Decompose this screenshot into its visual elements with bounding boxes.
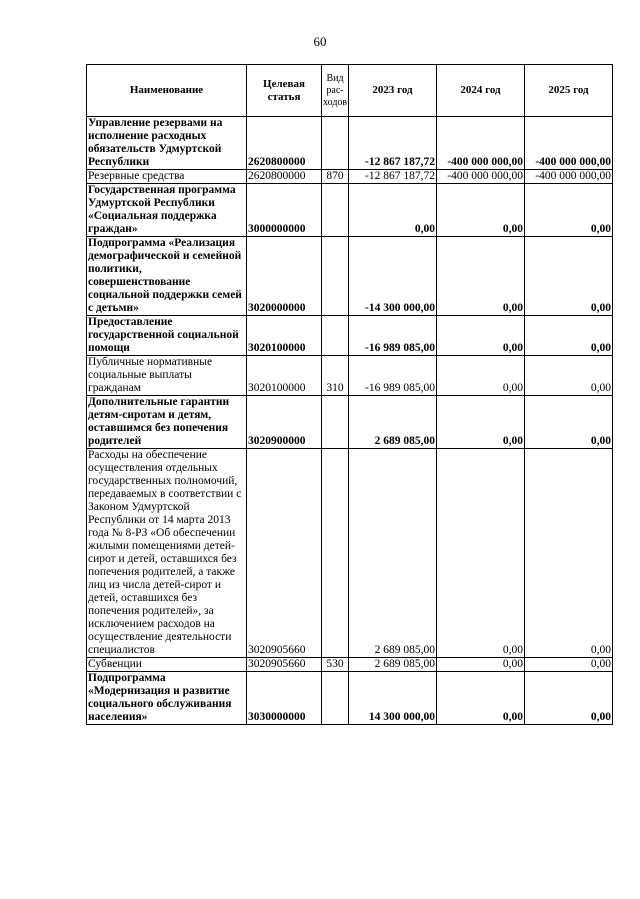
row-value-2025: 0,00 xyxy=(525,356,613,396)
row-name: Государственная программа Удмуртской Республики «Социальная поддержка граждан» xyxy=(87,184,247,237)
row-expense-type xyxy=(322,117,349,170)
table-row xyxy=(87,658,613,672)
row-expense-type xyxy=(322,672,349,725)
row-value-2025: -400 000 000,00 xyxy=(525,117,613,170)
row-value-2023: -12 867 187,72 xyxy=(349,170,437,184)
row-expense-type: 870 xyxy=(322,170,349,184)
row-name: Резервные средства xyxy=(87,170,247,184)
row-value-2025: 0,00 xyxy=(525,658,613,672)
row-target-article: 3020100000 xyxy=(247,316,322,356)
row-value-2024: -400 000 000,00 xyxy=(437,117,525,170)
row-value-2024: 0,00 xyxy=(437,396,525,449)
row-target-article: 3020905660 xyxy=(247,449,322,658)
row-value-2023: -12 867 187,72 xyxy=(349,117,437,170)
row-value-2024: 0,00 xyxy=(437,237,525,316)
header-2023: 2023 год xyxy=(349,65,437,117)
row-value-2025: 0,00 xyxy=(525,672,613,725)
row-value-2025: 0,00 xyxy=(525,396,613,449)
row-expense-type xyxy=(322,396,349,449)
table-row xyxy=(87,316,613,356)
row-value-2023: -16 989 085,00 xyxy=(349,356,437,396)
table-row xyxy=(87,672,613,725)
row-value-2024: 0,00 xyxy=(437,316,525,356)
row-value-2024: 0,00 xyxy=(437,658,525,672)
row-value-2024: 0,00 xyxy=(437,184,525,237)
row-name: Публичные нормативные социальные выплаты гражданам xyxy=(87,356,247,396)
header-2024: 2024 год xyxy=(437,65,525,117)
row-value-2025: -400 000 000,00 xyxy=(525,170,613,184)
row-value-2025: 0,00 xyxy=(525,184,613,237)
row-value-2024: 0,00 xyxy=(437,672,525,725)
header-row xyxy=(87,65,613,117)
row-value-2023: -16 989 085,00 xyxy=(349,316,437,356)
row-value-2025: 0,00 xyxy=(525,316,613,356)
row-expense-type xyxy=(322,449,349,658)
row-value-2024: 0,00 xyxy=(437,449,525,658)
table-row xyxy=(87,396,613,449)
row-name: Предоставление государственной социальной помощи xyxy=(87,316,247,356)
row-expense-type xyxy=(322,237,349,316)
header-expense-type: Вид рас- ходов xyxy=(322,65,349,117)
row-value-2025: 0,00 xyxy=(525,449,613,658)
row-value-2023: 2 689 085,00 xyxy=(349,449,437,658)
row-name: Расходы на обеспечение осуществления отдельных государственных полномочий, передаваемых в соответствии с Законом Удмуртской Республики от 14 марта 2013 года № 8-РЗ «Об обеспечении жилыми помещениями детей-сирот и детей, оставшихся без попечения родителей, а также лиц из числа детей-сирот и детей, оставшихся без попечения родителей», за исключением расходов на осуществление деятельности специалистов xyxy=(87,449,247,658)
table-row xyxy=(87,117,613,170)
table-row xyxy=(87,356,613,396)
row-target-article: 3000000000 xyxy=(247,184,322,237)
row-name: Субвенции xyxy=(87,658,247,672)
row-value-2023: 14 300 000,00 xyxy=(349,672,437,725)
header-name: Наименование xyxy=(87,65,247,117)
budget-table xyxy=(86,64,613,725)
page-number: 60 xyxy=(313,34,327,49)
row-value-2025: 0,00 xyxy=(525,237,613,316)
header-target-article: Целевая статья xyxy=(247,65,322,117)
table-row xyxy=(87,170,613,184)
row-name: Дополнительные гарантии детям-сиротам и детям, оставшимся без попечения родителей xyxy=(87,396,247,449)
row-name: Подпрограмма «Реализация демографической и семейной политики, совершенствование социальной поддержки семей с детьми» xyxy=(87,237,247,316)
row-target-article: 3030000000 xyxy=(247,672,322,725)
row-expense-type xyxy=(322,184,349,237)
row-value-2023: -14 300 000,00 xyxy=(349,237,437,316)
row-target-article: 2620800000 xyxy=(247,117,322,170)
row-name: Управление резервами на исполнение расходных обязательств Удмуртской Республики xyxy=(87,117,247,170)
table-row xyxy=(87,449,613,658)
row-expense-type xyxy=(322,316,349,356)
row-target-article: 2620800000 xyxy=(247,170,322,184)
row-value-2023: 2 689 085,00 xyxy=(349,396,437,449)
row-name: Подпрограмма «Модернизация и развитие социального обслуживания населения» xyxy=(87,672,247,725)
row-expense-type: 530 xyxy=(322,658,349,672)
row-value-2023: 2 689 085,00 xyxy=(349,658,437,672)
row-expense-type: 310 xyxy=(322,356,349,396)
row-target-article: 3020100000 xyxy=(247,356,322,396)
row-target-article: 3020000000 xyxy=(247,237,322,316)
table-row xyxy=(87,184,613,237)
table-row xyxy=(87,237,613,316)
row-target-article: 3020905660 xyxy=(247,658,322,672)
header-2025: 2025 год xyxy=(525,65,613,117)
row-value-2024: -400 000 000,00 xyxy=(437,170,525,184)
row-target-article: 3020900000 xyxy=(247,396,322,449)
row-value-2023: 0,00 xyxy=(349,184,437,237)
row-value-2024: 0,00 xyxy=(437,356,525,396)
